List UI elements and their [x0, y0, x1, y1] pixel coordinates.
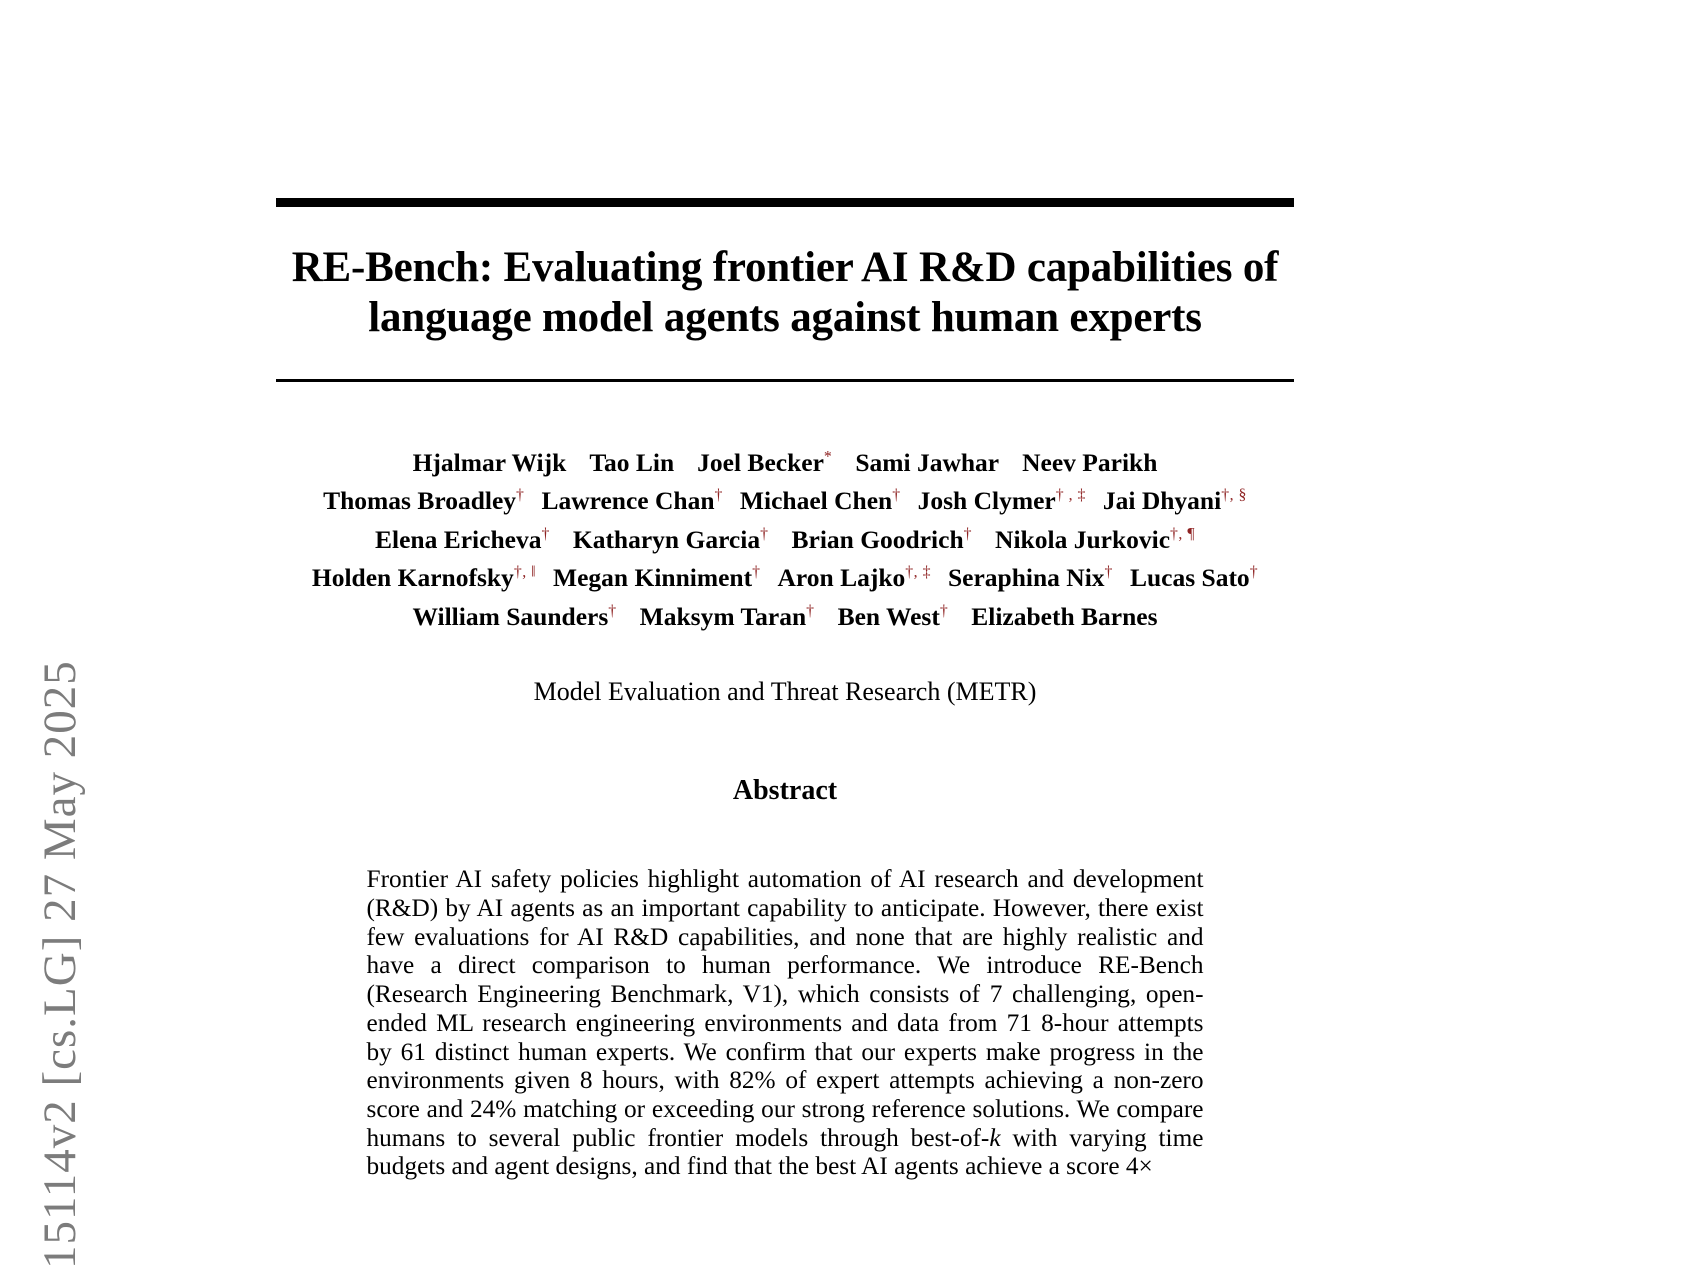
author-name [323, 482, 524, 521]
author-name-text: Sami Jawhar [855, 447, 1000, 477]
author-name-text: Hjalmar Wijk [412, 447, 567, 477]
author-footnote-mark: † [939, 602, 949, 620]
author-name-text: Megan Kinniment [553, 563, 753, 593]
author-footnote-mark: † [608, 602, 617, 620]
author-name-text: Tao Lin [589, 447, 675, 477]
author-name [948, 559, 1113, 598]
author-name [589, 444, 674, 483]
author-name-text: Ben West [837, 601, 940, 631]
author-footnote-mark: * [823, 448, 833, 466]
author-footnote-mark: † [892, 486, 901, 504]
author-name [1130, 559, 1258, 598]
author-footnote-mark: † [714, 486, 723, 504]
author-footnote-mark: † [1104, 563, 1113, 581]
author-footnote-mark: † [516, 486, 525, 504]
author-name [553, 559, 760, 598]
author-name-text: Brian Goodrich [791, 524, 964, 554]
affiliation: Model Evaluation and Threat Research (METR) [533, 677, 1037, 707]
author-name-text: Michael Chen [739, 486, 893, 516]
author-footnote-mark: † , ‡ [1055, 486, 1086, 504]
author-name-text: Katharyn Garcia [572, 524, 761, 554]
author-name [838, 598, 949, 637]
author-name-text: Josh Clymer [917, 486, 1056, 516]
author-footnote-mark: †, § [1221, 486, 1247, 504]
author-name [778, 559, 931, 598]
author-list [276, 444, 1294, 637]
title-top-rule [276, 198, 1294, 207]
author-name [1103, 482, 1247, 521]
author-name [697, 444, 832, 483]
author-name-text: Elena Ericheva [375, 524, 542, 554]
author-footnote-mark: †, ‖ [513, 563, 537, 581]
author-name [573, 521, 769, 560]
author-footnote-mark: † [806, 602, 815, 620]
author-name [740, 482, 901, 521]
author-name [312, 559, 536, 598]
author-row [276, 598, 1294, 637]
author-name [792, 521, 973, 560]
author-name-text: Neev Parikh [1022, 447, 1158, 477]
author-row [276, 444, 1294, 483]
title-bottom-rule [276, 379, 1294, 382]
author-row [276, 559, 1294, 598]
author-name-text: Lawrence Chan [541, 486, 715, 516]
author-name [995, 521, 1195, 560]
paper-content-column [276, 0, 1294, 1275]
author-name [918, 482, 1086, 521]
author-name-text: Thomas Broadley [323, 486, 517, 516]
author-name-text: William Saunders [412, 601, 609, 631]
author-name-text: Seraphina Nix [947, 563, 1105, 593]
author-name [1022, 444, 1157, 483]
author-footnote-mark: †, ‡ [905, 563, 931, 581]
author-footnote-mark: † [541, 525, 550, 543]
author-name [640, 598, 815, 637]
author-row [276, 482, 1294, 521]
author-name-text: Elizabeth Barnes [971, 601, 1158, 631]
author-footnote-mark: † [760, 525, 769, 543]
author-name [412, 598, 616, 637]
math-variable-k: k [989, 1123, 1001, 1152]
author-name [413, 444, 567, 483]
author-footnote-mark: †, ¶ [1170, 525, 1195, 543]
author-footnote-mark: † [1249, 563, 1259, 581]
abstract-heading: Abstract [732, 775, 838, 807]
arxiv-stamp-text: 15114v2 [cs.LG] 27 May 2025 [33, 660, 86, 1269]
abstract-body: Frontier AI safety policies highlight automation of AI research and development (R&D) by AI agents as an important capability to anticipate. However, there exist few evaluations for AI R&D capabilities, and none that are highly realistic and have a direct comparison to human performance. We introduce RE-Bench (Research Engineering Benchmark, V1), which consists of 7 challenging, open-ended ML research engineering environments and data from 71 8-hour attempts by 61 distinct human experts. We confirm that our experts make progress in the environments given 8 hours, with 82% of expert attempts achieving a non-zero score and 24% matching or exceeding our strong reference solutions. We compare humans to several public frontier models through best-of-k with varying time budgets and agent designs, and find that the best AI agents achieve a score 4× [366, 865, 1204, 1181]
author-name-text: Aron Lajko [777, 563, 906, 593]
arxiv-identifier-stamp [0, 0, 120, 1275]
author-name-text: Maksym Taran [639, 601, 807, 631]
author-name-text: Jai Dhyani [1102, 486, 1222, 516]
author-row [276, 521, 1294, 560]
author-name [855, 444, 999, 483]
author-name-text: Nikola Jurkovic [995, 524, 1171, 554]
author-name [971, 598, 1157, 637]
author-name [375, 521, 550, 560]
author-footnote-mark: † [752, 563, 761, 581]
author-footnote-mark: † [963, 525, 973, 543]
page-title: RE-Bench: Evaluating frontier AI R&D capabilities of language model agents against human experts [291, 244, 1279, 342]
author-name-text: Lucas Sato [1129, 563, 1250, 593]
author-name-text: Joel Becker [697, 447, 824, 477]
author-name-text: Holden Karnofsky [311, 563, 514, 593]
author-name [541, 482, 722, 521]
